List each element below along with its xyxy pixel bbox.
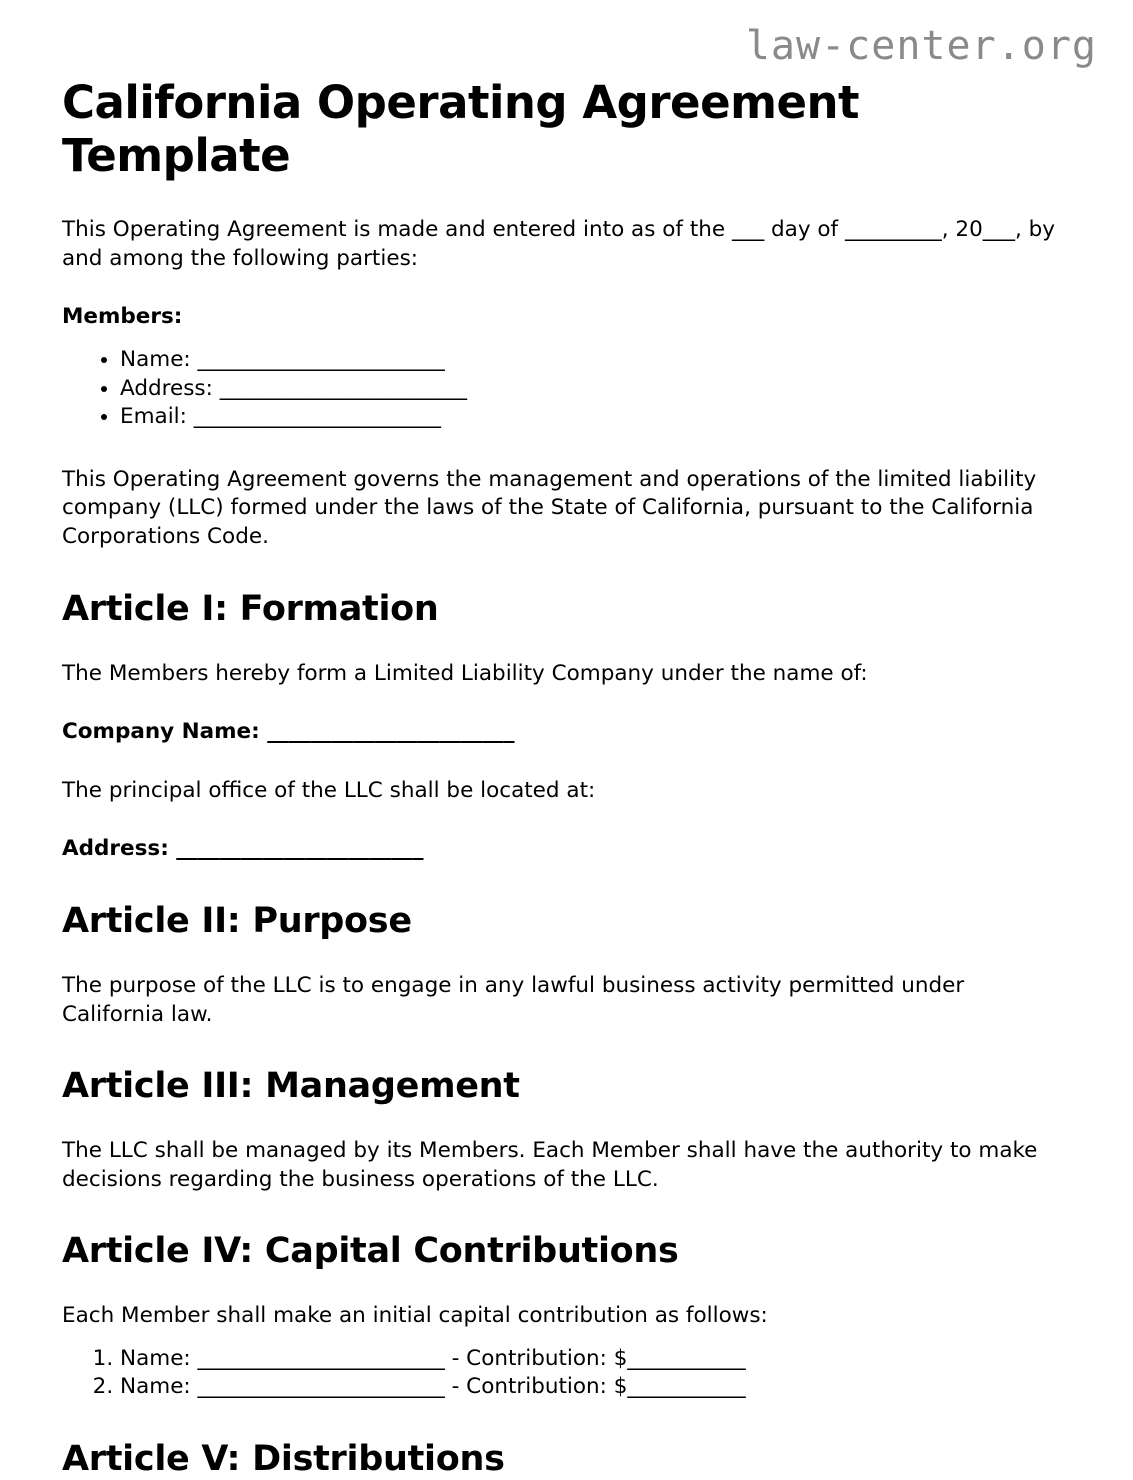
principal-address-field: Address: _______________________ (62, 836, 424, 862)
article-heading-purpose: Article II: Purpose (62, 900, 412, 941)
article-purpose-body: The purpose of the LLC is to engage in any lawful business activity permitted under California law. (62, 972, 965, 1027)
company-name-field: Company Name: _______________________ (62, 719, 515, 745)
article-heading-formation: Article I: Formation (62, 588, 439, 629)
list-item: 2. Name: _______________________ - Contribution: $___________ (120, 1373, 1071, 1402)
article-formation-body: The Members hereby form a Limited Liability Company under the name of: (62, 660, 868, 686)
list-item: 1. Name: _______________________ - Contribution: $___________ (120, 1345, 1071, 1374)
governing-law-paragraph: This Operating Agreement governs the management and operations of the limited liability company (LLC) formed under the laws of the State of California, pursuant to the California Corporations Code. (62, 466, 1037, 549)
intro-paragraph: This Operating Agreement is made and entered into as of the ___ day of _________, 20___, by and among the following parties: (62, 217, 1056, 271)
capital-contribution-list (62, 1345, 1071, 1402)
list-item: • Email: _______________________ (120, 403, 1071, 432)
article-capital-body: Each Member shall make an initial capital contribution as follows: (62, 1303, 768, 1329)
site-watermark: law-center.org (745, 23, 1097, 69)
list-item: • Address: _______________________ (120, 375, 1071, 404)
article-formation-office-body: The principal office of the LLC shall be located at: (62, 777, 596, 803)
members-heading: Members: (62, 304, 183, 330)
members-field-list (62, 346, 1071, 432)
list-item: • Name: _______________________ (120, 346, 1071, 375)
page-title: California Operating Agreement Template (62, 76, 860, 183)
article-heading-capital-contributions: Article IV: Capital Contributions (62, 1231, 679, 1272)
article-heading-distributions: Article V: Distributions (62, 1439, 505, 1480)
article-management-body: The LLC shall be managed by its Members. Each Member shall have the authority to make decisions regarding the business operations of the LLC. (62, 1138, 1038, 1192)
article-heading-management: Article III: Management (62, 1066, 520, 1107)
